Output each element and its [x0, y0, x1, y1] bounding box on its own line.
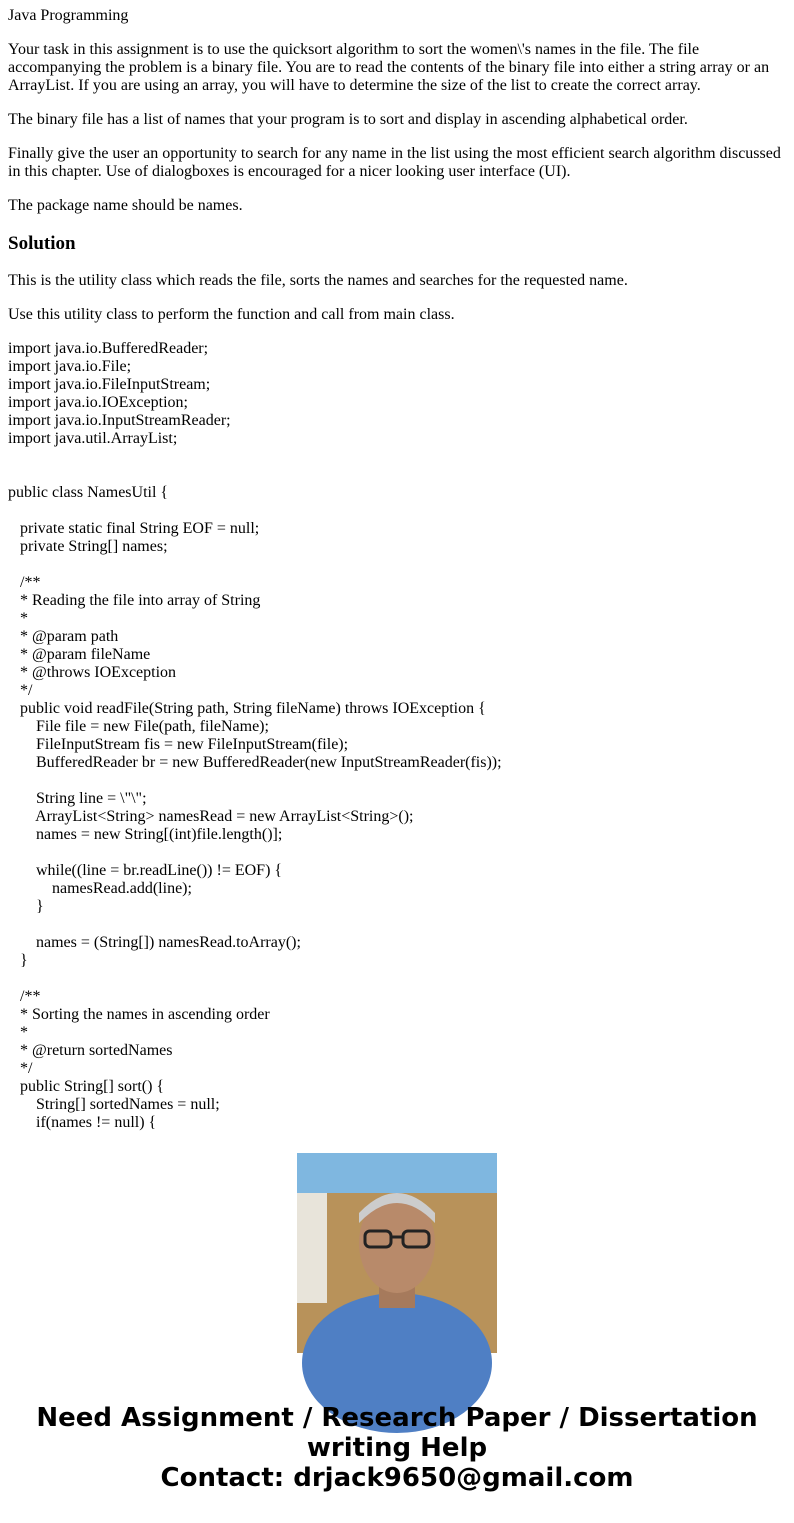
- title: Java Programming: [8, 7, 129, 24]
- code-line: /**: [8, 988, 41, 1005]
- code-line: names = (String[]) namesRead.toArray();: [8, 934, 301, 951]
- solution-paragraph: Use this utility class to perform the function and call from main class.: [8, 306, 455, 323]
- solution-paragraph: This is the utility class which reads the file, sorts the names and searches for the requested name.: [8, 272, 628, 289]
- code-line: import java.io.BufferedReader;: [8, 340, 209, 357]
- document: [8, 7, 786, 1131]
- code-line: import java.io.FileInputStream;: [8, 376, 211, 393]
- code-line: FileInputStream fis = new FileInputStream(file);: [8, 736, 349, 753]
- code-line: private String[] names;: [8, 538, 168, 555]
- code-line: }: [8, 952, 28, 969]
- footer-contact: Contact: drjack9650@gmail.com: [160, 1463, 634, 1493]
- contact-banner: [0, 1403, 794, 1493]
- person-portrait-icon: [297, 1153, 497, 1353]
- code-line: names = new String[(int)file.length()];: [8, 826, 283, 843]
- code-line: File file = new File(path, fileName);: [8, 718, 269, 735]
- code-line: */: [8, 682, 33, 699]
- code-line: while((line = br.readLine()) != EOF) {: [8, 862, 283, 879]
- code-line: [8, 916, 786, 934]
- code-line: * @param fileName: [8, 646, 151, 663]
- footer-line: Need Assignment / Research Paper / Dissertation writing Help: [36, 1403, 758, 1463]
- code-line: [8, 502, 786, 520]
- code-line: [8, 970, 786, 988]
- solution-heading: Solution: [8, 233, 76, 254]
- code-line: * @throws IOException: [8, 664, 177, 681]
- code-line: public class NamesUtil {: [8, 484, 169, 501]
- code-line: *: [8, 1024, 28, 1041]
- code-line: ArrayList<String> namesRead = new ArrayList<String>();: [8, 808, 414, 825]
- code-line: * @param path: [8, 628, 119, 645]
- code-line: /**: [8, 574, 41, 591]
- code-line: * Sorting the names in ascending order: [8, 1006, 270, 1023]
- question-paragraph: Your task in this assignment is to use the quicksort algorithm to sort the women\'s names in the file. The file accompanying the problem is a binary file. You are to read the contents of the binary file into either a string array or an ArrayList. If you are using an array, you will have to determine the size of the list to create the correct array.: [8, 41, 770, 94]
- code-block: [8, 340, 786, 1131]
- code-line: import java.io.File;: [8, 358, 132, 375]
- code-line: import java.io.IOException;: [8, 394, 188, 411]
- code-line: }: [8, 898, 44, 915]
- code-line: *: [8, 610, 28, 627]
- code-line: * @return sortedNames: [8, 1042, 173, 1059]
- code-line: [8, 466, 786, 484]
- code-line: [8, 448, 786, 466]
- question-paragraph: Finally give the user an opportunity to search for any name in the list using the most efficient search algorithm discussed in this chapter. Use of dialogboxes is encouraged for a nicer looking user interface (UI).: [8, 145, 781, 180]
- code-line: String line = \"\";: [8, 790, 147, 807]
- code-line: [8, 772, 786, 790]
- code-line: [8, 844, 786, 862]
- code-line: public String[] sort() {: [8, 1078, 165, 1095]
- code-line: import java.util.ArrayList;: [8, 430, 178, 447]
- question-paragraph: The binary file has a list of names that your program is to sort and display in ascending alphabetical order.: [8, 111, 688, 128]
- code-line: namesRead.add(line);: [8, 880, 192, 897]
- code-line: [8, 556, 786, 574]
- code-line: public void readFile(String path, String fileName) throws IOException {: [8, 700, 486, 717]
- code-line: private static final String EOF = null;: [8, 520, 260, 537]
- author-photo: [297, 1153, 497, 1353]
- code-line: if(names != null) {: [8, 1114, 157, 1131]
- code-line: BufferedReader br = new BufferedReader(new InputStreamReader(fis));: [8, 754, 502, 771]
- code-line: String[] sortedNames = null;: [8, 1096, 220, 1113]
- code-line: */: [8, 1060, 33, 1077]
- question-paragraph: The package name should be names.: [8, 197, 243, 214]
- code-line: import java.io.InputStreamReader;: [8, 412, 231, 429]
- code-line: * Reading the file into array of String: [8, 592, 261, 609]
